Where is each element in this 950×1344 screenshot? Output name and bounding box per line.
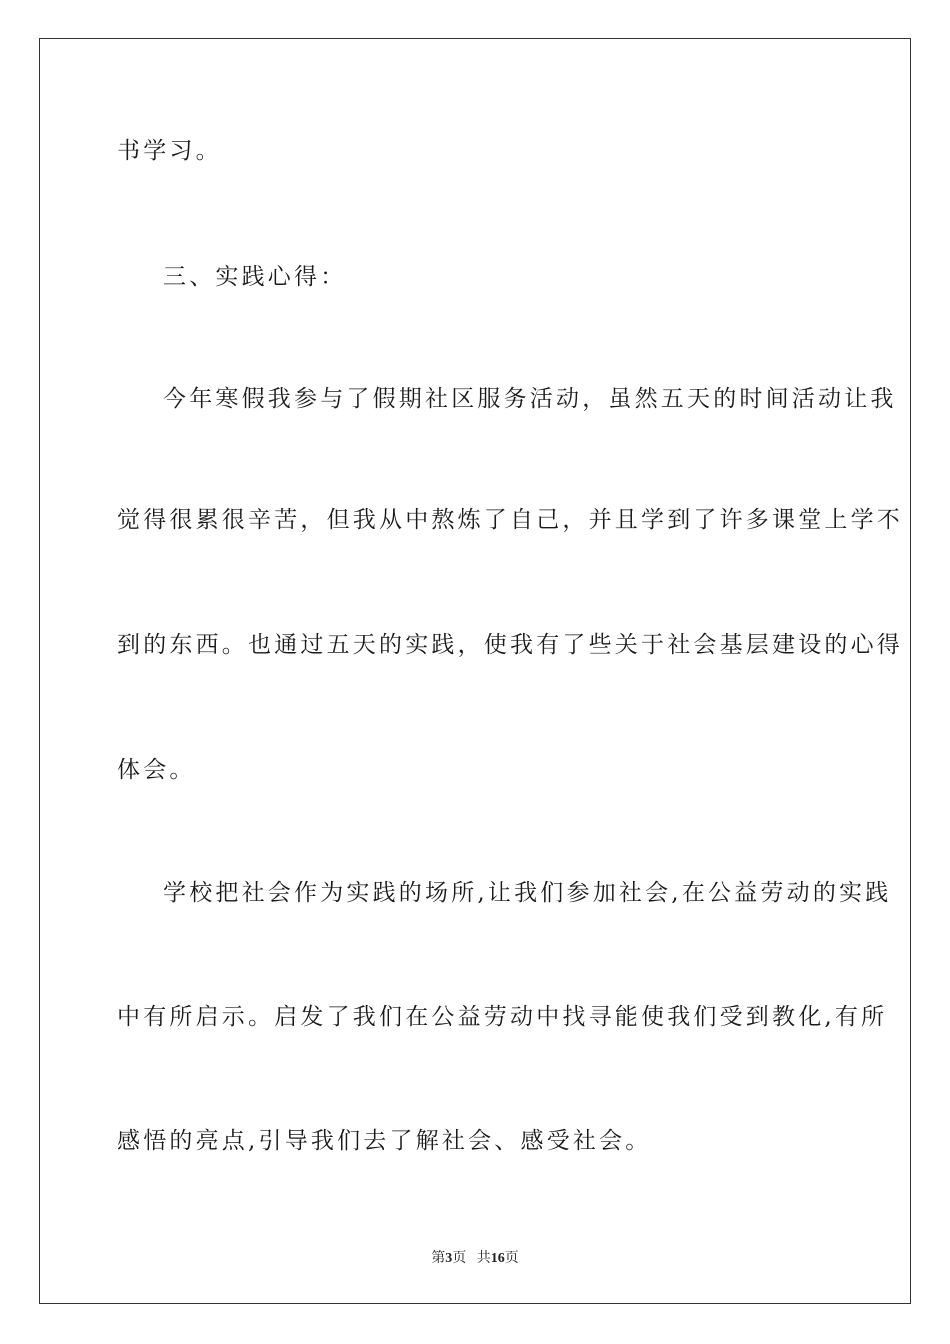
- paragraph-line: 学校把社会作为实践的场所,让我们参加社会,在公益劳动的实践: [163, 880, 892, 906]
- paragraph-line: 体会。: [117, 757, 196, 783]
- footer-page-number: 3: [445, 1251, 453, 1266]
- footer-separator: [466, 1251, 477, 1266]
- paragraph-line: 感悟的亮点,引导我们去了解社会、感受社会。: [117, 1128, 652, 1154]
- footer-page-prefix: 第: [431, 1251, 446, 1266]
- footer-total-suffix: 页: [504, 1251, 519, 1266]
- page-footer: [0, 1247, 950, 1267]
- page-frame: [39, 38, 911, 1304]
- paragraph-line: 到的东西。也通过五天的实践，使我有了些关于社会基层建设的心得: [117, 632, 903, 658]
- paragraph-line: 今年寒假我参与了假期社区服务活动，虽然五天的时间活动让我: [163, 386, 897, 412]
- footer-total-prefix: 共: [476, 1251, 491, 1266]
- section-heading: 三、实践心得：: [163, 264, 347, 290]
- paragraph-line-continuation: 书学习。: [117, 138, 222, 164]
- paragraph-line: 觉得很累很辛苦，但我从中熬炼了自己，并且学到了许多课堂上学不: [117, 507, 903, 533]
- footer-page-suffix: 页: [452, 1251, 467, 1266]
- paragraph-line: 中有所启示。启发了我们在公益劳动中找寻能使我们受到教化,有所: [117, 1004, 888, 1030]
- footer-total-number: 16: [490, 1251, 505, 1266]
